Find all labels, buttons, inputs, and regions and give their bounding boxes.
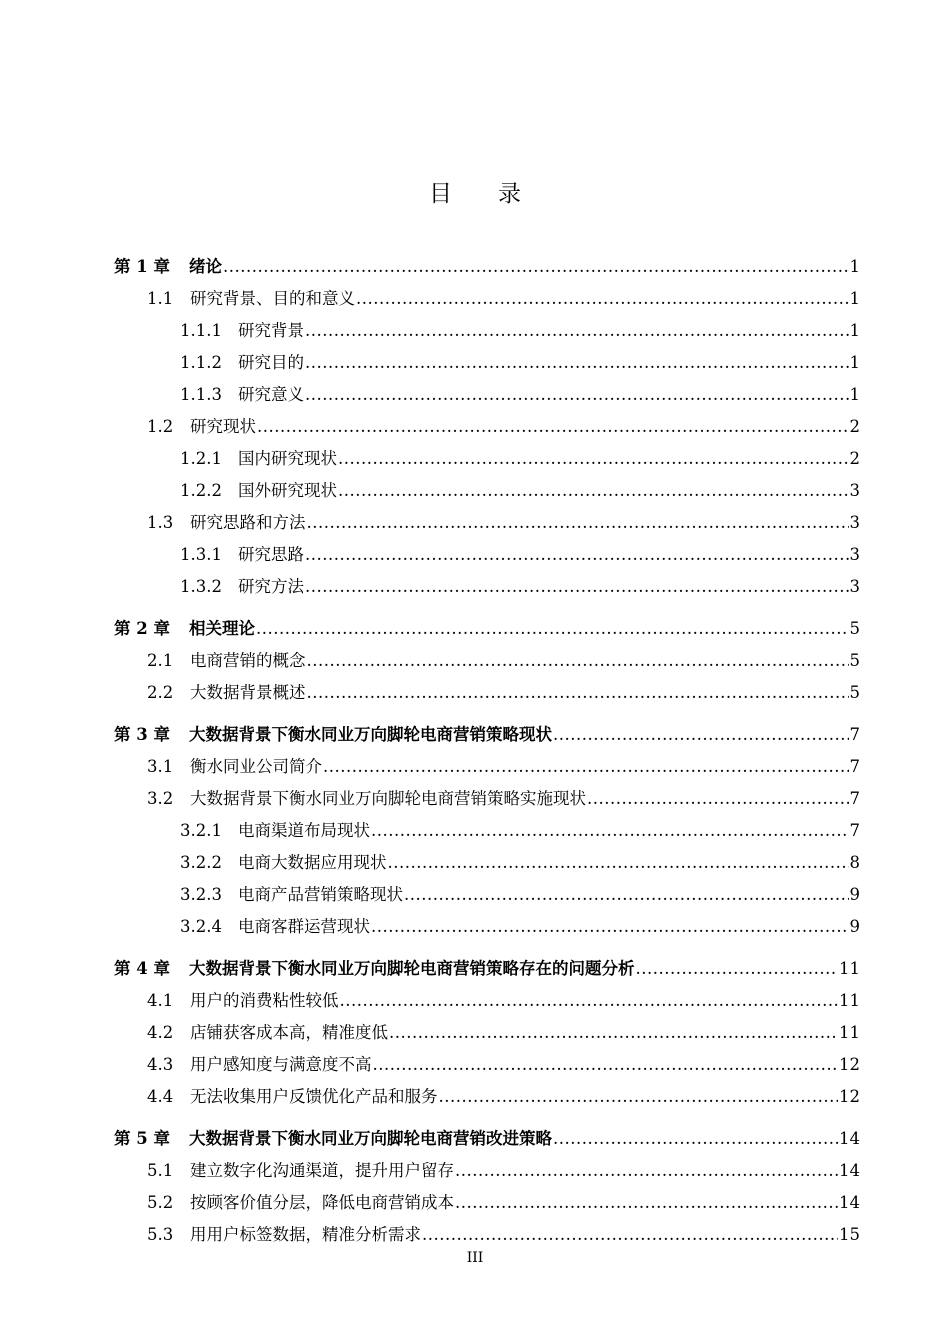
toc-entry-number: 3.2.2 xyxy=(180,853,222,872)
toc-entry-page: 7 xyxy=(849,821,860,840)
toc-section-entry[interactable] xyxy=(114,1043,860,1075)
toc-section-entry[interactable] xyxy=(114,745,860,777)
toc-entry-page: 2 xyxy=(849,449,860,468)
toc-dot-leader xyxy=(340,991,839,1011)
toc-entry-number: 第 4 章 xyxy=(114,959,170,978)
toc-entry-number: 1.1.3 xyxy=(180,385,222,404)
toc-entry-number: 2.1 xyxy=(147,651,174,670)
toc-entry-page: 5 xyxy=(849,683,860,702)
toc-entry-number: 2.2 xyxy=(147,683,174,702)
toc-entry-page: 15 xyxy=(839,1225,860,1244)
toc-entry-page: 11 xyxy=(839,991,860,1010)
toc-entry-title: 研究现状 xyxy=(190,417,256,436)
toc-entry-title: 电商产品营销策略现状 xyxy=(238,885,403,904)
toc-entry-page: 12 xyxy=(839,1087,860,1106)
toc-entry-title: 国内研究现状 xyxy=(238,449,337,468)
toc-section-entry[interactable] xyxy=(114,437,860,469)
toc-dot-leader xyxy=(338,449,849,469)
toc-section-entry[interactable] xyxy=(114,1213,860,1245)
toc-section-entry[interactable] xyxy=(114,841,860,873)
toc-chapter-entry[interactable] xyxy=(114,713,860,745)
toc-dot-leader xyxy=(404,885,849,905)
toc-chapter-entry[interactable] xyxy=(114,947,860,979)
toc-dot-leader xyxy=(257,417,849,437)
toc-entry-page: 7 xyxy=(849,789,860,808)
toc-dot-leader xyxy=(553,725,849,745)
toc-entry-title: 大数据背景下衡水同业万向脚轮电商营销改进策略 xyxy=(189,1129,552,1148)
toc-entry-number: 1.2.1 xyxy=(180,449,222,468)
toc-section-entry[interactable] xyxy=(114,565,860,597)
toc-entry-number: 1.1.2 xyxy=(180,353,222,372)
toc-entry-number: 4.2 xyxy=(147,1023,174,1042)
toc-dot-leader xyxy=(587,789,849,809)
toc-section-entry[interactable] xyxy=(114,671,860,703)
toc-section-entry[interactable] xyxy=(114,809,860,841)
toc-entry-title: 研究方法 xyxy=(238,577,304,596)
toc-dot-leader xyxy=(371,821,849,841)
toc-entry-title: 研究思路 xyxy=(238,545,304,564)
toc-entry-page: 1 xyxy=(849,385,860,404)
toc-entry-number: 第 5 章 xyxy=(114,1129,170,1148)
toc-section-entry[interactable] xyxy=(114,1181,860,1213)
toc-entry-page: 14 xyxy=(839,1129,860,1148)
toc-entry-number: 1.2 xyxy=(147,417,174,436)
toc-dot-leader xyxy=(305,385,849,405)
toc-entry-number: 1.1 xyxy=(147,289,174,308)
toc-dot-leader xyxy=(388,853,849,873)
toc-section-entry[interactable] xyxy=(114,405,860,437)
toc-dot-leader xyxy=(422,1225,838,1245)
toc-entry-number: 3.2 xyxy=(147,789,174,808)
toc-dot-leader xyxy=(356,289,849,309)
toc-entry-page: 3 xyxy=(849,545,860,564)
toc-dot-leader xyxy=(323,757,849,777)
toc-dot-leader xyxy=(439,1087,839,1107)
toc-entry-title: 大数据背景下衡水同业万向脚轮电商营销策略实施现状 xyxy=(190,789,586,808)
toc-entry-page: 11 xyxy=(839,1023,860,1042)
toc-entry-title: 国外研究现状 xyxy=(238,481,337,500)
toc-chapter-entry[interactable] xyxy=(114,1117,860,1149)
toc-section-entry[interactable] xyxy=(114,469,860,501)
toc-section-entry[interactable] xyxy=(114,277,860,309)
toc-dot-leader xyxy=(553,1129,838,1149)
toc-entry-title: 大数据背景概述 xyxy=(190,683,306,702)
toc-entry-title: 用户感知度与满意度不高 xyxy=(190,1055,372,1074)
toc-entry-number: 4.3 xyxy=(147,1055,174,1074)
toc-section-entry[interactable] xyxy=(114,501,860,533)
toc-dot-leader xyxy=(307,651,849,671)
toc-entry-number: 第 3 章 xyxy=(114,725,170,744)
toc-entry-title: 用用户标签数据，精准分析需求 xyxy=(190,1225,421,1244)
table-of-contents xyxy=(114,245,860,1245)
toc-entry-page: 1 xyxy=(849,289,860,308)
toc-entry-title: 无法收集用户反馈优化产品和服务 xyxy=(190,1087,438,1106)
toc-section-entry[interactable] xyxy=(114,905,860,937)
toc-section-entry[interactable] xyxy=(114,1011,860,1043)
toc-entry-title: 电商大数据应用现状 xyxy=(238,853,387,872)
toc-section-entry[interactable] xyxy=(114,873,860,905)
toc-entry-title: 研究意义 xyxy=(238,385,304,404)
toc-entry-title: 店铺获客成本高，精准度低 xyxy=(190,1023,388,1042)
toc-entry-number: 1.3.2 xyxy=(180,577,222,596)
toc-entry-number: 1.1.1 xyxy=(180,321,222,340)
toc-entry-page: 1 xyxy=(849,353,860,372)
toc-entry-page: 1 xyxy=(849,321,860,340)
toc-entry-number: 3.1 xyxy=(147,757,174,776)
toc-dot-leader xyxy=(307,513,849,533)
toc-dot-leader xyxy=(455,1161,838,1181)
toc-dot-leader xyxy=(373,1055,839,1075)
toc-entry-title: 按顾客价值分层，降低电商营销成本 xyxy=(190,1193,454,1212)
toc-entry-number: 第 1 章 xyxy=(114,257,170,276)
toc-dot-leader xyxy=(305,577,849,597)
toc-dot-leader xyxy=(371,917,849,937)
toc-entry-title: 用户的消费粘性较低 xyxy=(190,991,339,1010)
toc-entry-page: 3 xyxy=(849,481,860,500)
toc-entry-number: 3.2.3 xyxy=(180,885,222,904)
toc-entry-page: 12 xyxy=(839,1055,860,1074)
toc-entry-page: 9 xyxy=(849,917,860,936)
toc-entry-title: 建立数字化沟通渠道，提升用户留存 xyxy=(190,1161,454,1180)
toc-title-char-2: 录 xyxy=(498,181,521,207)
toc-entry-page: 8 xyxy=(849,853,860,872)
toc-dot-leader xyxy=(455,1193,838,1213)
toc-entry-title: 电商客群运营现状 xyxy=(238,917,370,936)
toc-entry-page: 11 xyxy=(839,959,860,978)
toc-section-entry[interactable] xyxy=(114,341,860,373)
toc-entry-page: 14 xyxy=(839,1193,860,1212)
toc-entry-page: 5 xyxy=(849,651,860,670)
toc-section-entry[interactable] xyxy=(114,533,860,565)
toc-entry-title: 大数据背景下衡水同业万向脚轮电商营销策略现状 xyxy=(189,725,552,744)
toc-entry-page: 1 xyxy=(849,257,860,276)
toc-section-entry[interactable] xyxy=(114,1075,860,1107)
toc-entry-title: 衡水同业公司简介 xyxy=(190,757,322,776)
page-number: III xyxy=(466,1250,484,1266)
toc-dot-leader xyxy=(307,683,849,703)
toc-entry-page: 7 xyxy=(849,757,860,776)
toc-entry-title: 电商营销的概念 xyxy=(190,651,306,670)
toc-section-entry[interactable] xyxy=(114,373,860,405)
toc-entry-page: 7 xyxy=(849,725,860,744)
toc-entry-page: 14 xyxy=(839,1161,860,1180)
toc-entry-page: 3 xyxy=(849,513,860,532)
toc-dot-leader xyxy=(389,1023,838,1043)
toc-entry-page: 2 xyxy=(849,417,860,436)
toc-entry-number: 第 2 章 xyxy=(114,619,170,638)
toc-dot-leader xyxy=(636,959,839,979)
toc-title xyxy=(0,178,950,210)
toc-dot-leader xyxy=(305,545,849,565)
toc-section-entry[interactable] xyxy=(114,309,860,341)
toc-dot-leader xyxy=(338,481,849,501)
toc-entry-number: 4.1 xyxy=(147,991,174,1010)
toc-section-entry[interactable] xyxy=(114,979,860,1011)
toc-entry-number: 5.2 xyxy=(147,1193,174,1212)
toc-entry-title: 研究背景、目的和意义 xyxy=(190,289,355,308)
toc-entry-number: 4.4 xyxy=(147,1087,174,1106)
toc-entry-number: 3.2.4 xyxy=(180,917,222,936)
toc-chapter-entry[interactable] xyxy=(114,245,860,277)
toc-chapter-entry[interactable] xyxy=(114,607,860,639)
toc-entry-title: 研究背景 xyxy=(238,321,304,340)
toc-entry-page: 5 xyxy=(849,619,860,638)
toc-section-entry[interactable] xyxy=(114,1149,860,1181)
toc-entry-number: 3.2.1 xyxy=(180,821,222,840)
toc-entry-number: 5.3 xyxy=(147,1225,174,1244)
toc-section-entry[interactable] xyxy=(114,639,860,671)
toc-dot-leader xyxy=(256,619,849,639)
toc-entry-title: 相关理论 xyxy=(189,619,255,638)
toc-entry-title: 大数据背景下衡水同业万向脚轮电商营销策略存在的问题分析 xyxy=(189,959,635,978)
toc-entry-title: 研究思路和方法 xyxy=(190,513,306,532)
toc-entry-number: 1.3.1 xyxy=(180,545,222,564)
toc-section-entry[interactable] xyxy=(114,777,860,809)
toc-entry-title: 电商渠道布局现状 xyxy=(238,821,370,840)
toc-entry-number: 1.3 xyxy=(147,513,174,532)
toc-dot-leader xyxy=(305,321,849,341)
toc-entry-number: 1.2.2 xyxy=(180,481,222,500)
toc-entry-title: 研究目的 xyxy=(238,353,304,372)
toc-title-char-1: 目 xyxy=(429,181,452,207)
toc-dot-leader xyxy=(223,257,849,277)
toc-entry-title: 绪论 xyxy=(189,257,222,276)
toc-dot-leader xyxy=(305,353,849,373)
toc-entry-page: 9 xyxy=(849,885,860,904)
toc-entry-page: 3 xyxy=(849,577,860,596)
toc-entry-number: 5.1 xyxy=(147,1161,174,1180)
